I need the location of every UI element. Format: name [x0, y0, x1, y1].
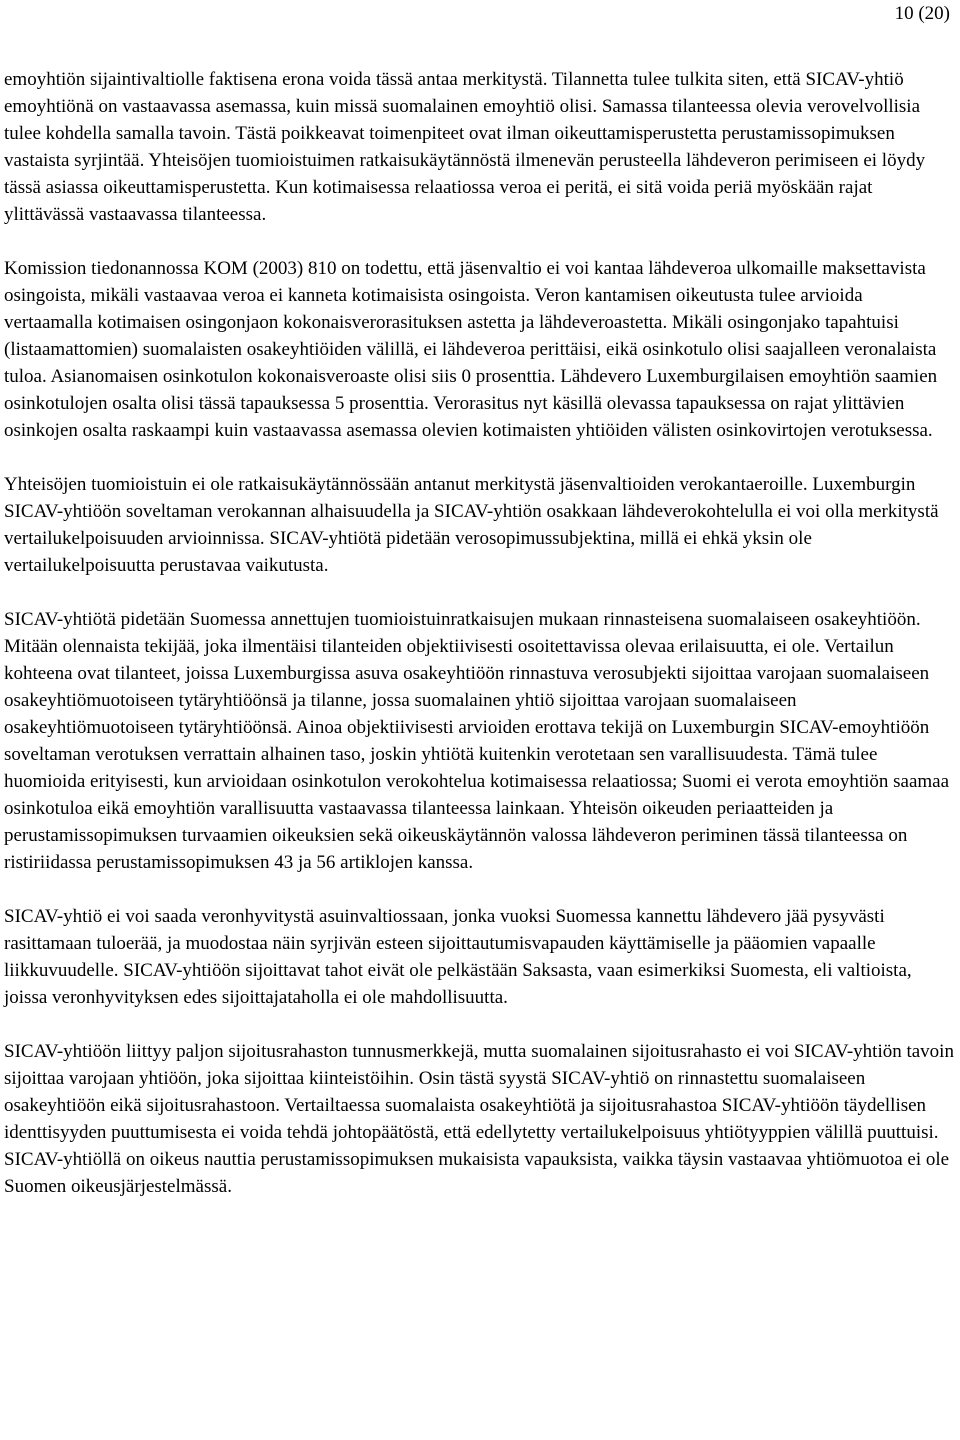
paragraph: SICAV-yhtiötä pidetään Suomessa annettujen tuomioistuinratkaisujen mukaan rinnasteisena suomalaiseen osakeyhtiöön. Mitään olennaista tekijää, joka ilmentäisi tilanteiden objektiivisesti osoitettavissa olevaa erilaisuutta, ei ole. Vertailun kohteena ovat tilanteet, joissa Luxemburgissa asuva osakeyhtiöön rinnastuva verosubjekti sijoittaa varojaan suomalaiseen osakeyhtiömuotoiseen tytäryhtiöönsä ja tilanne, jossa suomalainen yhtiö sijoittaa varojaan suomalaiseen osakeyhtiömuotoiseen tytäryhtiöönsä. Ainoa objektiivisesti arvioiden erottava tekijä on Luxemburgin SICAV-emoyhtiöön soveltaman verotuksen verrattain alhainen taso, joskin yhtiötä kuitenkin verotetaan sen varallisuudesta. Tämä tulee huomioida erityisesti, kun arvioidaan osinkotulon verokohtelua kotimaisessa relaatiossa; Suomi ei verota emoyhtiön saamaa osinkotuloa eikä emoyhtiön varallisuutta vastaavassa tilanteessa lainkaan. Yhteisön oikeuden periaatteiden ja perustamissopimuksen turvaamien oikeuksien sekä oikeuskäytännön valossa lähdeveron periminen tässä tilanteessa on ristiriidassa perustamissopimuksen 43 ja 56 artiklojen kanssa. — [4, 609, 950, 873]
page-number: 10 (20) — [894, 3, 950, 24]
document-body — [4, 66, 954, 1200]
paragraph: emoyhtiön sijaintivaltiolle faktisena erona voida tässä antaa merkitystä. Tilannetta tulee tulkita siten, että SICAV-yhtiö emoyhtiönä on vastaavassa asemassa, kuin missä suomalainen emoyhtiö olisi. Samassa tilanteessa olevia verovelvollisia tulee kohdella samalla tavoin. Tästä poikkeavat toimenpiteet ovat ilman oikeuttamisperustetta perustamissopimuksen vastaista syrjintää. Yhteisöjen tuomioistuimen ratkaisukäytännöstä ilmenevän perusteella lähdeveron perimiseen ei löydy tässä asiassa oikeuttamisperustetta. Kun kotimaisessa relaatiossa veroa ei peritä, ei sitä voida periä myöskään rajat ylittävässä vastaavassa tilanteessa. — [4, 69, 926, 225]
paragraph: SICAV-yhtiöön liittyy paljon sijoitusrahaston tunnusmerkkejä, mutta suomalainen sijoitusrahasto ei voi SICAV-yhtiön tavoin sijoittaa varojaan yhtiöön, joka sijoittaa kiinteistöihin. Osin tästä syystä SICAV-yhtiö on rinnastettu suomalaiseen osakeyhtiöön eikä sijoitusrahastoon. Vertailtaessa suomalaista osakeyhtiötä ja sijoitusrahastoa SICAV-yhtiöön täydellisen identtisyyden puuttumisesta ei voida tehdä johtopäätöstä, että edellytetty vertailukelpoisuus yhtiötyyppien välillä puuttuisi. SICAV-yhtiöllä on oikeus nauttia perustamissopimuksen mukaisista vapauksista, vaikka täysin vastaavaa yhtiömuotoa ei ole Suomen oikeusjärjestelmässä. — [4, 1041, 954, 1197]
paragraph: Komission tiedonannossa KOM (2003) 810 on todettu, että jäsenvaltio ei voi kantaa lähdeveroa ulkomaille maksettavista osingoista, mikäli vastaavaa veroa ei kanneta kotimaisista osingoista. Veron kantamisen oikeutusta tulee arvioida vertaamalla kotimaisen osingonjaon kokonaisverorasituksen astetta ja lähdeveroastetta. Mikäli osingonjako tapahtuisi (listaamattomien) suomalaisten osakeyhtiöiden välillä, ei lähdeveroa perittäisi, eikä osinkotulo olisi saajalleen veronalaista tuloa. Asianomaisen osinkotulon kokonaisveroaste olisi siis 0 prosenttia. Lähdevero Luxemburgilaisen emoyhtiön saamien osinkotulojen osalta olisi tässä tapauksessa 5 prosenttia. Verorasitus nyt käsillä olevassa tapauksessa on rajat ylittävien osinkojen osalta raskaampi kuin vastaavassa asemassa olevien kotimaisten yhtiöiden välisten osinkovirtojen verotuksessa. — [4, 258, 938, 441]
paragraph: Yhteisöjen tuomioistuin ei ole ratkaisukäytännössään antanut merkitystä jäsenvaltioiden verokantaeroille. Luxemburgin SICAV-yhtiöön soveltaman verokannan alhaisuudella ja SICAV-yhtiön osakkaan lähdeverokohtelulla ei voi olla merkitystä vertailukelpoisuuden arvioinnissa. SICAV-yhtiötä pidetään verosopimussubjektina, millä ei ehkä yksin ole vertailukelpoisuutta perustavaa vaikutusta. — [4, 474, 939, 576]
paragraph: SICAV-yhtiö ei voi saada veronhyvitystä asuinvaltiossaan, jonka vuoksi Suomessa kannettu lähdevero jää pysyvästi rasittamaan tuloerää, ja muodostaa näin syrjivän esteen sijoittautumisvapauden käyttämiselle ja pääomien vapaalle liikkuvuudelle. SICAV-yhtiöön sijoittavat tahot eivät ole pelkästään Saksasta, vaan esimerkiksi Suomesta, eli valtioista, joissa veronhyvityksen edes sijoittajataholla ei ole mahdollisuutta. — [4, 906, 912, 1008]
